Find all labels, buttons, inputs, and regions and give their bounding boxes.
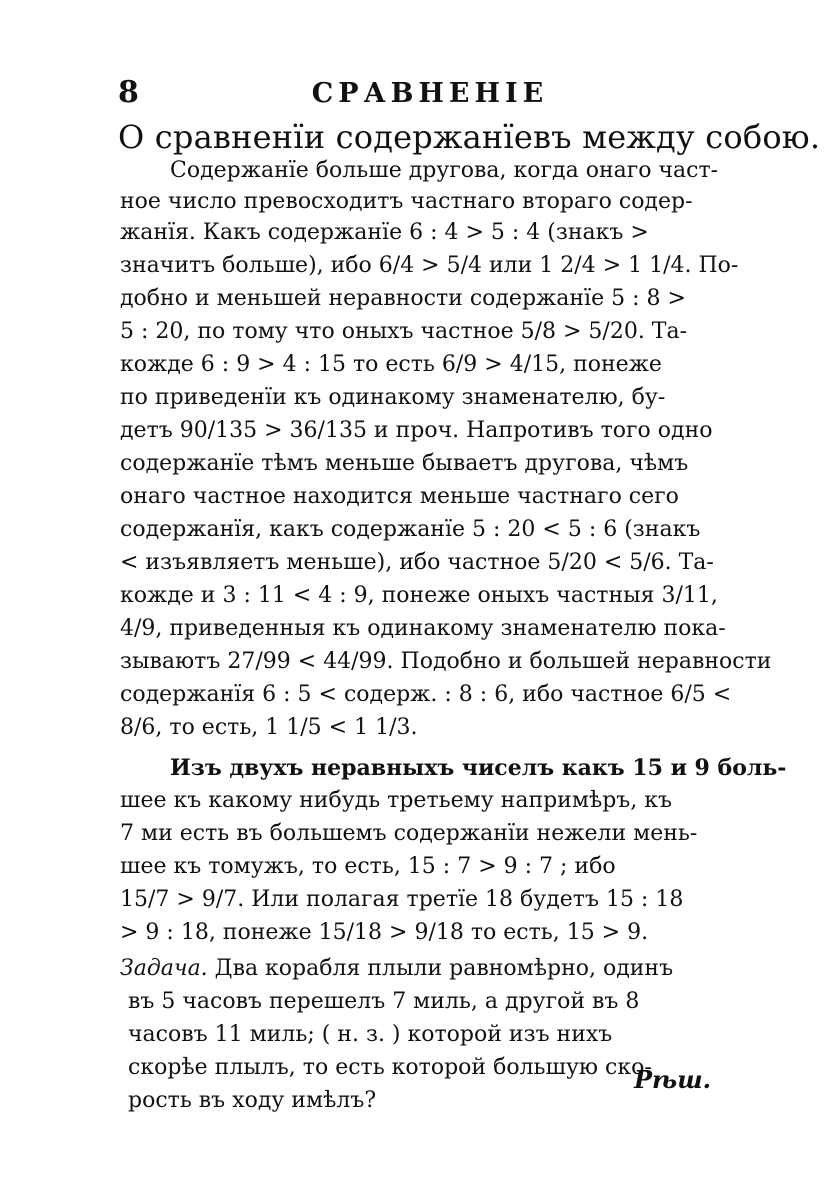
section-title: О сравненїи содержанїевъ между собою. <box>118 118 821 156</box>
task-line: рость въ ходу имѣлъ? <box>128 1088 377 1113</box>
task-first-line <box>120 958 673 980</box>
task-line: скорѣе плылъ, то есть которой большую ско- <box>128 1055 652 1080</box>
paragraph-line: < изъявляетъ меньше), ибо частное 5/20 < 5/6. Та- <box>120 550 714 575</box>
paragraph-line: содержанїя 6 : 5 < содерж. : 8 : 6, ибо частное 6/5 < <box>120 682 732 707</box>
paragraph-line: 4/9, приведенныя къ одинакому знаменателю пока- <box>120 616 726 641</box>
catchword: Рѣш. <box>634 1065 711 1094</box>
paragraph-line: добно и меньшей неравности содержанїе 5 : 8 > <box>120 286 686 311</box>
paragraph-line: детъ 90/135 > 36/135 и проч. Напротивъ того одно <box>120 418 713 443</box>
paragraph-line: онаго частное находится меньше частнаго сего <box>120 484 679 509</box>
paragraph-line: 8/6, то есть, 1 1/5 < 1 1/3. <box>120 715 418 740</box>
running-head: СРАВНЕНІЕ <box>311 78 549 109</box>
page-number: 8 <box>118 75 139 110</box>
paragraph-line: по приведенїи къ одинакому знаменателю, бу- <box>120 385 666 410</box>
task-line: въ 5 часовъ перешелъ 7 миль, а другой въ 8 <box>128 989 640 1014</box>
task-text: Два корабля плыли равномѣрно, одинъ <box>207 956 674 981</box>
paragraph-line: жанїя. Какъ содержанїе 6 : 4 > 5 : 4 (знакъ > <box>120 220 649 245</box>
paragraph-line: кожде 6 : 9 > 4 : 15 то есть 6/9 > 4/15, понеже <box>120 352 662 377</box>
paragraph-line: шее къ какому нибудь третьему напримѣръ, къ <box>120 788 673 813</box>
paragraph-line: > 9 : 18, понеже 15/18 > 9/18 то есть, 15 > 9. <box>120 920 649 945</box>
paragraph-line: зываютъ 27/99 < 44/99. Подобно и большей неравности <box>120 649 772 674</box>
paragraph-line: содержанїя, какъ содержанїе 5 : 20 < 5 : 6 (знакъ <box>120 517 701 542</box>
paragraph-line: 5 : 20, по тому что оныхъ частное 5/8 > 5/20. Та- <box>120 319 688 344</box>
paragraph-line: шее къ томужъ, то есть, 15 : 7 > 9 : 7 ; ибо <box>120 854 616 879</box>
paragraph-line: Изъ двухъ неравныхъ чиселъ какъ 15 и 9 боль- <box>170 755 787 781</box>
paragraph-line: значитъ больше), ибо 6/4 > 5/4 или 1 2/4 > 1 1/4. По- <box>120 253 739 278</box>
paragraph-line: содержанїе тѣмъ меньше бываетъ другова, чѣмъ <box>120 451 689 476</box>
paragraph-line: 7 ми есть въ большемъ содержанїи нежели мень- <box>120 821 698 846</box>
paragraph-line: 15/7 > 9/7. Или полагая третїе 18 будетъ 15 : 18 <box>120 887 684 912</box>
task-label: Задача. <box>120 956 208 981</box>
paragraph-line: Содержанїе больше другова, когда онаго част- <box>170 158 719 183</box>
task-line: часовъ 11 миль; ( н. з. ) которой изъ нихъ <box>128 1022 613 1047</box>
paragraph-line: кожде и 3 : 11 < 4 : 9, понеже оныхъ частныя 3/11, <box>120 583 718 608</box>
paragraph-line: ное число превосходитъ частнаго втораго содер- <box>120 189 693 214</box>
